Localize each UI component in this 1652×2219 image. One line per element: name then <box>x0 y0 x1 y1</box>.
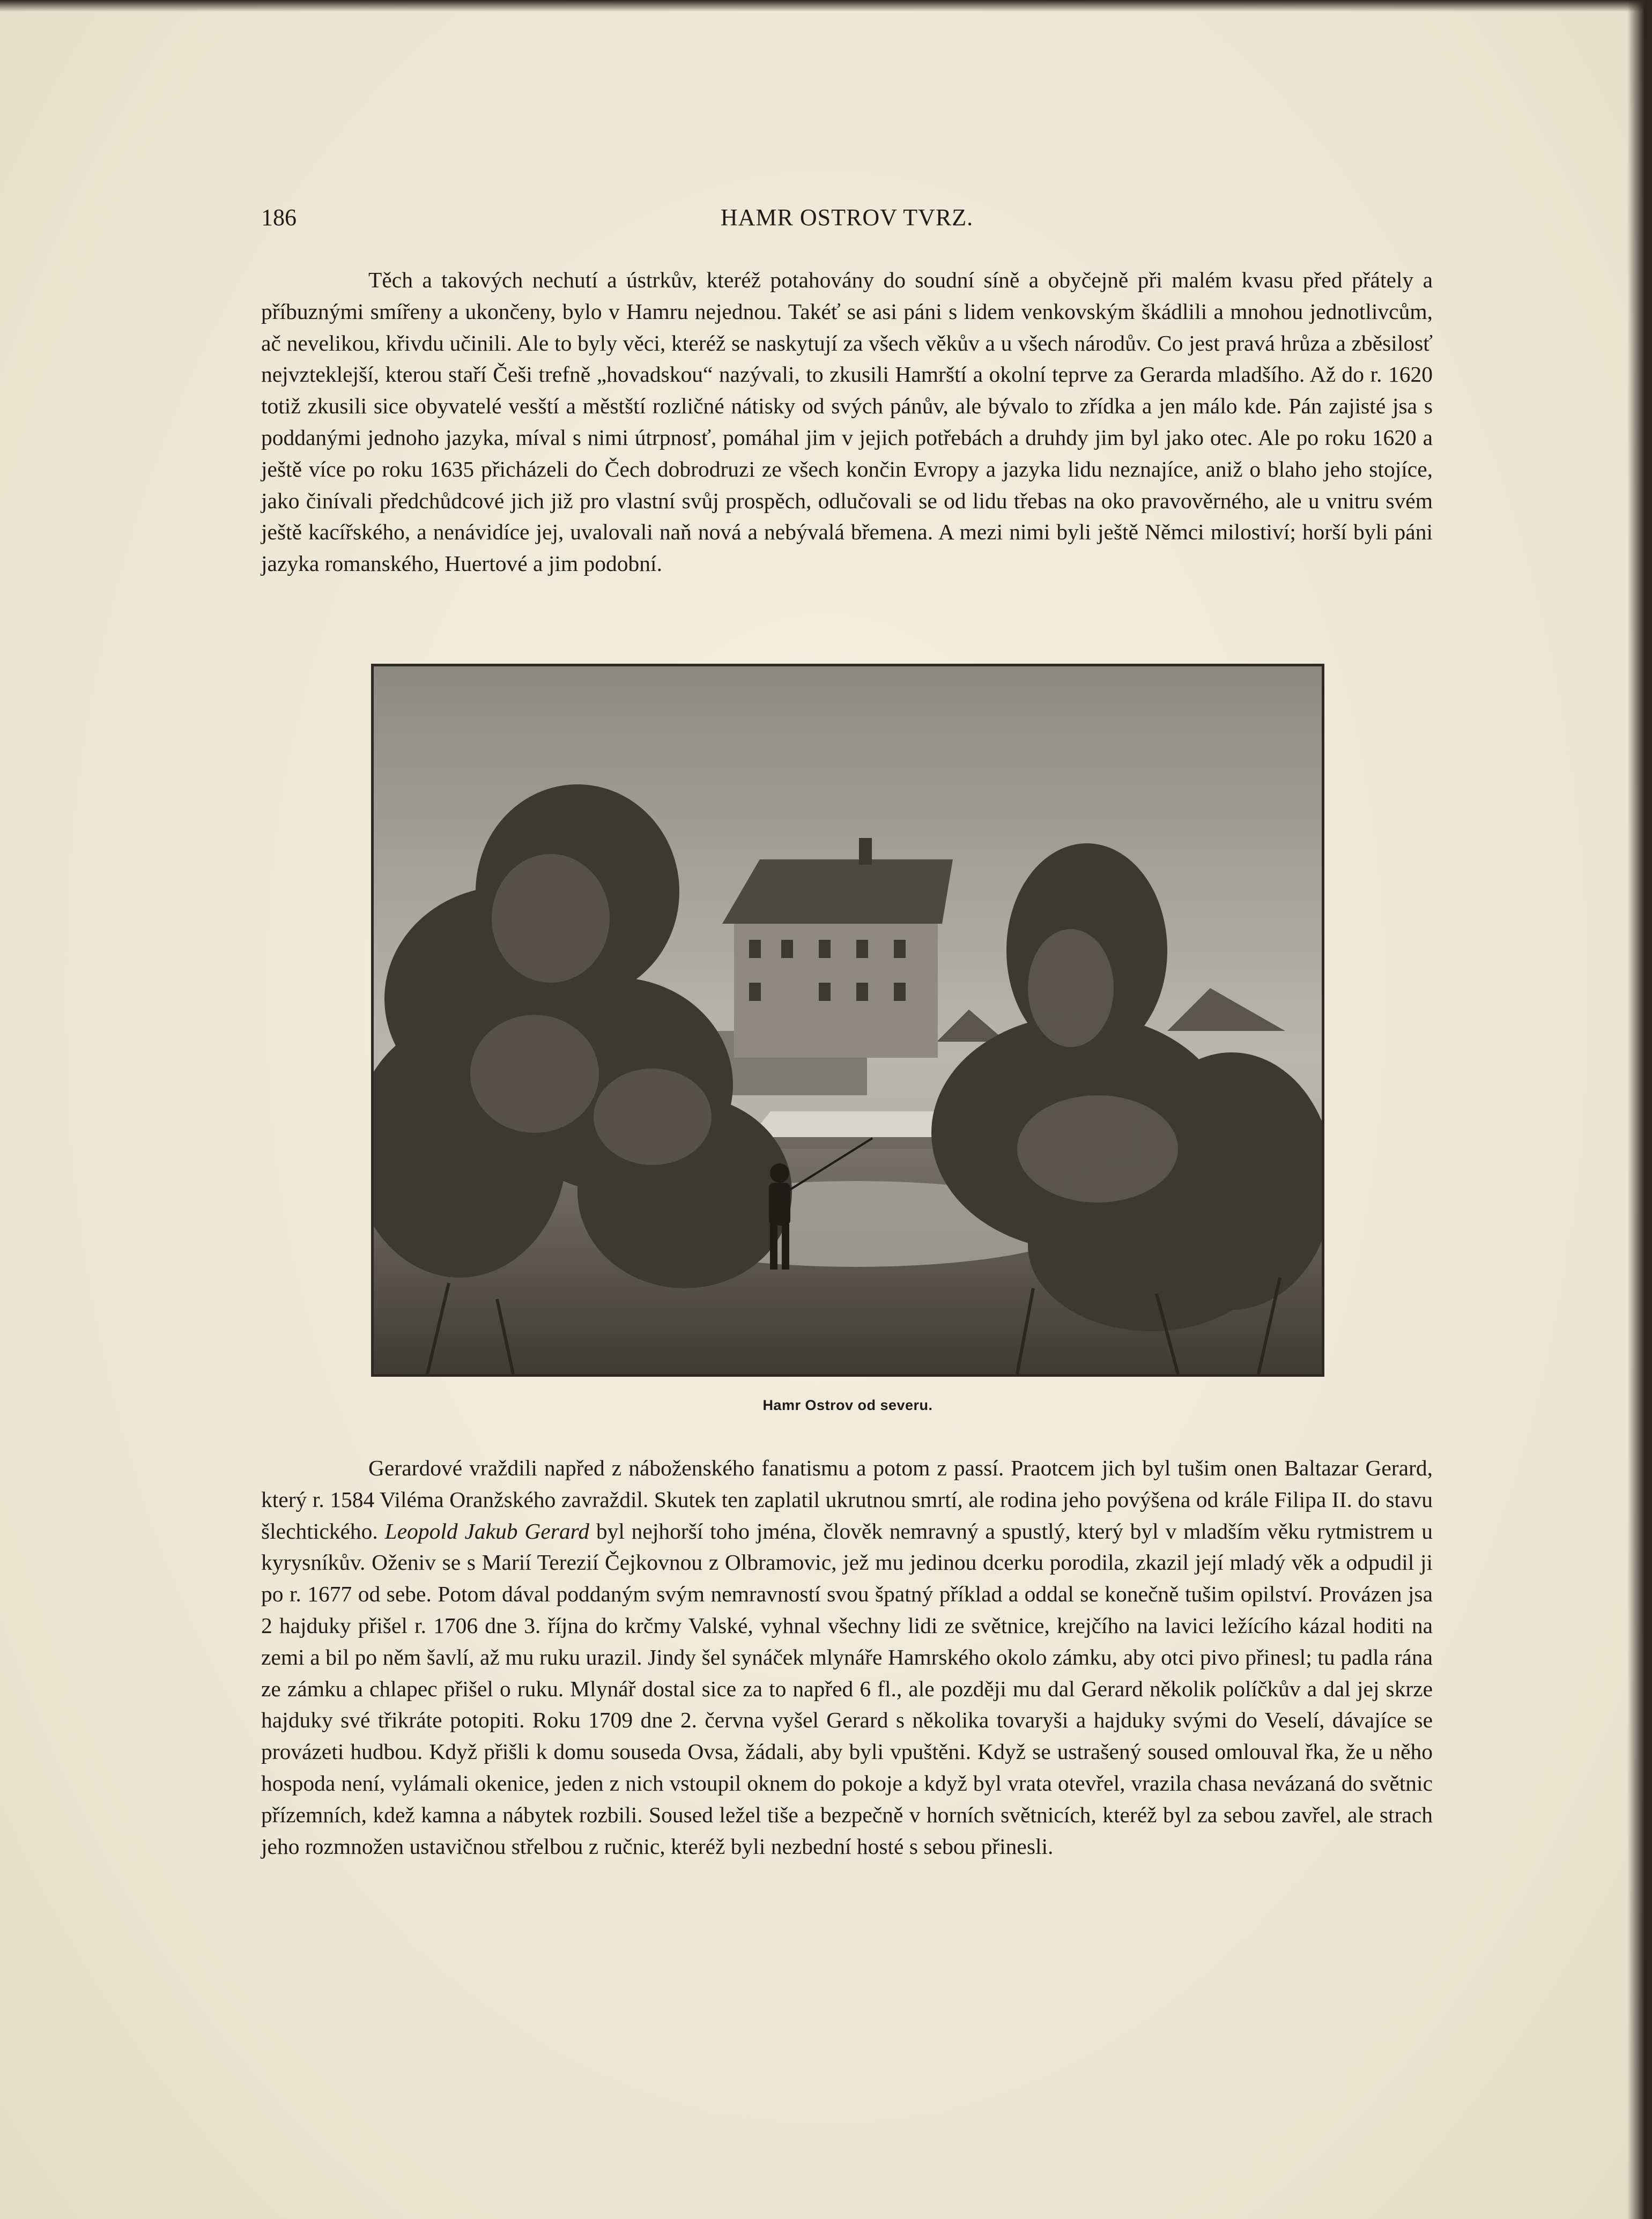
scan-top-shadow <box>0 0 1652 12</box>
paragraph-2 <box>261 1452 1433 1862</box>
figure-caption: Hamr Ostrov od severu. <box>762 1397 933 1413</box>
paragraph-2-part-2: byl nejhorší toho jména, člověk nemravný a spustlý, který byl v mladším věku rytmistrem u kyrysníkův. Oženiv se s Marií Terezií Čejkovnou z Olbramovic, jež mu jedinou dcerku porodila, zkazil její mladý věk a odpudil ji po r. 1677 od sebe. Potom dával poddaným svým nemravností svou špatný příklad a oddal se konečně tušim opilství. Provázen jsa 2 hajduky přišel r. 1706 dne 3. října do krčmy Valské, vyhnal všechny lidi ze světnice, krejčího na lavici ležícího kázal hoditi na zemi a bil po něm šavlí, až mu ruku urazil. Jindy šel synáček mlynáře Hamrského okolo zámku, aby otci pivo přinesl; tu padla rána ze zámku a chlapec přišel o ruku. Mlynář dostal sice za to napřed 6 fl., ale později mu dal Gerard několik políčkův a dal jej skrze hajduky své třikráte potopiti. Roku 1709 dne 2. června vyšel Gerard s několika tovaryši a hajduky svými do Veselí, dávajíce se provázeti hudbou. Když přišli k domu souseda Ovsa, žádali, aby byli vpuštěni. Když se ustrašený soused omlouval řka, že u něho hospoda není, vylámali okenice, jeden z nich vstoupil oknem do pokoje a když byl vrata otevřel, vrazila chasa nevázaná do světnic přízemních, kdež kamna a nábytek rozbili. Soused ležel tiše a bezpečně v horních světnicích, kteréž byl za sebou zavřel, ale strach jeho rozmnožen ustavičnou střelbou z ručnic, kteréž byli nezbední hosté s sebou přinesli. <box>261 1518 1433 1859</box>
castle-building <box>734 918 938 1058</box>
page-number: 186 <box>261 204 297 231</box>
page-header <box>261 204 1433 236</box>
engraving-drawing <box>374 666 1322 1374</box>
italic-person-name: Leopold Jakub Gerard <box>384 1518 590 1543</box>
paragraph-1: Těch a takových nechutí a ústrkův, kteréž potahovány do soudní síně a obyčejně při malém kvasu před přátely a příbuznými smířeny a ukončeny, bylo v Hamru nejednou. Takéť se asi páni s lidem venkovským škádlili a mnohou jednotlivcům, ač nevelikou, křivdu učinili. Ale to byly věci, kteréž se naskytují za všech věkův a u všech národův. Co jest pravá hrůza a zběsilosť nejvzteklejší, kterou staří Češi trefně „hovadskou“ nazývali, to zkusili Hamrští a okolní teprve za Gerarda mladšího. Až do r. 1620 totiž zkusili sice obyvatelé vesští a městští rozličné nátisky od svých pánův, ale bývalo to zřídka a jen málo kde. Pán zajisté jsa s poddanými jednoho jazyka, míval s nimi útrpnosť, pomáhal jim v jejich potřebách a druhdy jim byl jako otec. Ale po roku 1620 a ještě více po roku 1635 přicházeli do Čech dobrodruzi ze všech končin Evropy a jazyka lidu neznajíce, aniž o blaho jeho stojíce, jako činívali předchůdcové jich již pro vlastní svůj prospěch, odlučovali se od lidu třebas na oko pravověrného, ale u vnitru svém ještě kacířského, a nenávidíce jej, uvalovali naň nová a nebývalá břemena. A mezi nimi byli ještě Němci milostiví; horší byli páni jazyka romanského, Huertové a jim podobní. <box>261 268 1433 576</box>
engraving-illustration <box>371 664 1324 1377</box>
text-block-bottom <box>261 1452 1433 1862</box>
running-title: HAMR OSTROV TVRZ. <box>720 204 974 231</box>
scan-binding-edge <box>1627 0 1652 2219</box>
paragraph-2-part-1: Gerardové vraždili napřed z náboženského fanatismu a potom z passí. Praotcem jich byl tušim onen Baltazar Gerard, který r. 1584 Viléma Oranžského zavraždil. Skutek ten zaplatil ukrutnou smrtí, ale rodina jeho povýšena od krále Filipa II. do stavu šlechtického. <box>261 1456 1433 1543</box>
text-block-top <box>261 264 1433 580</box>
